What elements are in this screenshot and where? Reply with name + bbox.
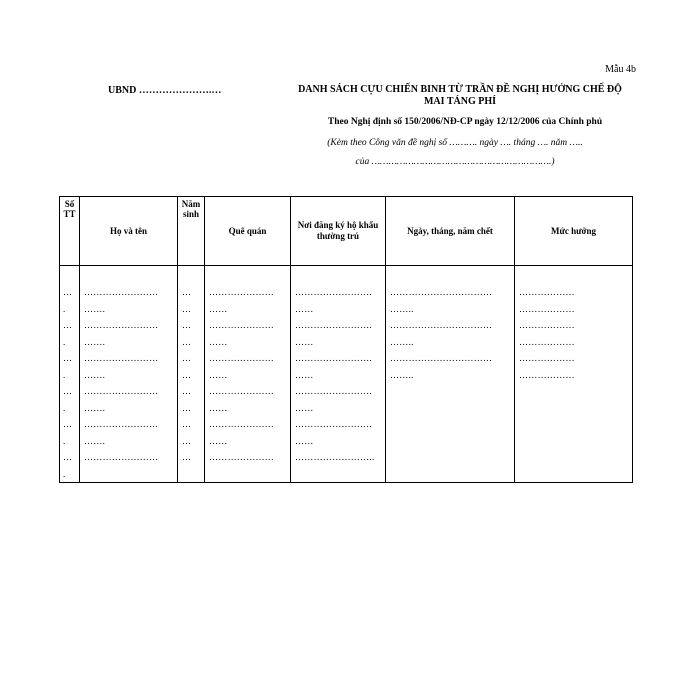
placeholder-line: …………………………… (390, 353, 493, 363)
col-header-hometown: Quê quán (205, 197, 291, 266)
placeholder-line: . (63, 336, 66, 347)
placeholder-line: ………………… (209, 353, 275, 363)
placeholder-line: … (63, 287, 73, 297)
placeholder-line: …… (295, 435, 314, 446)
placeholder-line: …….. (390, 303, 414, 314)
cell-residence (291, 266, 386, 483)
placeholder-line: …………………… (84, 320, 159, 330)
placeholder-line: ……………… (519, 336, 575, 347)
placeholder-line: …… (209, 435, 228, 446)
placeholder-line: ……………………. (295, 287, 372, 297)
col-header-name: Họ và tên (80, 197, 178, 266)
title-line-2: MAI TÁNG PHÍ (423, 96, 497, 107)
placeholder-line: …………………… (84, 419, 159, 429)
legal-basis: Theo Nghị định số 150/2006/NĐ-CP ngày 12/12/2006 của Chính phủ (327, 117, 603, 127)
placeholder-line: … (63, 320, 73, 330)
placeholder-line: ………………… (209, 287, 275, 297)
cell-hometown (205, 266, 291, 483)
cell-benefit (515, 266, 633, 483)
placeholder-line: …………………………… (390, 320, 493, 330)
placeholder-line: ……………… (519, 320, 575, 330)
placeholder-line: ………………… (209, 320, 275, 330)
col-header-birth-year: Năm sinh (178, 197, 205, 266)
placeholder-line: ………………… (209, 386, 275, 396)
placeholder-line: …………………….. (295, 452, 375, 462)
placeholder-line: … (182, 320, 192, 330)
placeholder-line: …….. (390, 336, 414, 347)
placeholder-line: ……………………. (295, 419, 372, 429)
placeholder-line: …… (209, 336, 228, 347)
placeholder-line: … (182, 303, 192, 314)
placeholder-line: … (63, 452, 73, 462)
placeholder-line: … (182, 402, 192, 413)
col-header-residence: Nơi đăng ký hộ khẩu thường trú (291, 197, 386, 266)
placeholder-line: …………………… (84, 452, 159, 462)
col-header-benefit: Mức hưởng (515, 197, 633, 266)
form-code: Mẫu 4b (605, 64, 636, 75)
placeholder-line: ……………… (519, 303, 575, 314)
placeholder-line: ……. (84, 402, 106, 413)
placeholder-line: ……. (84, 336, 106, 347)
placeholder-line: . (63, 402, 66, 413)
placeholder-line: . (63, 435, 66, 446)
placeholder-line: …….. (390, 369, 414, 380)
col-header-stt: Số TT (60, 197, 80, 266)
veterans-list-table (59, 196, 633, 483)
placeholder-line: … (182, 386, 192, 396)
placeholder-line: ……………………. (295, 386, 372, 396)
placeholder-line: …… (295, 369, 314, 380)
cell-name (80, 266, 178, 483)
placeholder-line: . (63, 468, 66, 479)
table-header-row (60, 197, 633, 266)
document-title (282, 84, 638, 108)
cell-death-date (386, 266, 515, 483)
placeholder-line: … (63, 419, 73, 429)
placeholder-line: … (63, 353, 73, 363)
placeholder-line: ……. (84, 369, 106, 380)
placeholder-line: … (182, 353, 192, 363)
placeholder-line: …… (209, 369, 228, 380)
placeholder-line: ………………… (209, 419, 275, 429)
placeholder-line: …… (209, 303, 228, 314)
placeholder-line: ……………………. (295, 353, 372, 363)
ubnd-line: UBND ………………….… (108, 85, 222, 96)
placeholder-line: ………………… (209, 452, 275, 462)
placeholder-line: …………………………… (390, 287, 493, 297)
placeholder-line: ……. (84, 435, 106, 446)
placeholder-line: …… (295, 402, 314, 413)
placeholder-line: ……………… (519, 353, 575, 363)
placeholder-line: … (182, 287, 192, 297)
placeholder-line: … (182, 369, 192, 380)
placeholder-line: … (182, 419, 192, 429)
col-header-death-date: Ngày, tháng, năm chết (386, 197, 515, 266)
cell-stt (60, 266, 80, 483)
reference-line-1: (Kèm theo Công văn đề nghị số ………. ngày …. tháng …. năm ….. (327, 138, 583, 148)
placeholder-line: ……………………. (295, 320, 372, 330)
placeholder-line: . (63, 303, 66, 314)
placeholder-line: …………………… (84, 353, 159, 363)
placeholder-line: …… (295, 336, 314, 347)
placeholder-line: …… (209, 402, 228, 413)
cell-birth-year (178, 266, 205, 483)
placeholder-line: ……………… (519, 287, 575, 297)
placeholder-line: …………………… (84, 386, 159, 396)
placeholder-line: … (63, 386, 73, 396)
reference-line-2: của ……………………………………………………….) (355, 157, 555, 167)
placeholder-line: ……. (84, 303, 106, 314)
placeholder-line: . (63, 369, 66, 380)
placeholder-line: … (182, 452, 192, 462)
placeholder-line: … (182, 336, 192, 347)
placeholder-line: …… (295, 303, 314, 314)
table-body-row (60, 266, 633, 483)
placeholder-line: … (182, 435, 192, 446)
title-line-1: DANH SÁCH CỰU CHIẾN BINH TỪ TRẦN ĐỀ NGHỊ HƯỞNG CHẾ ĐỘ (298, 84, 622, 95)
placeholder-line: …………………… (84, 287, 159, 297)
placeholder-line: ……………… (519, 369, 575, 380)
